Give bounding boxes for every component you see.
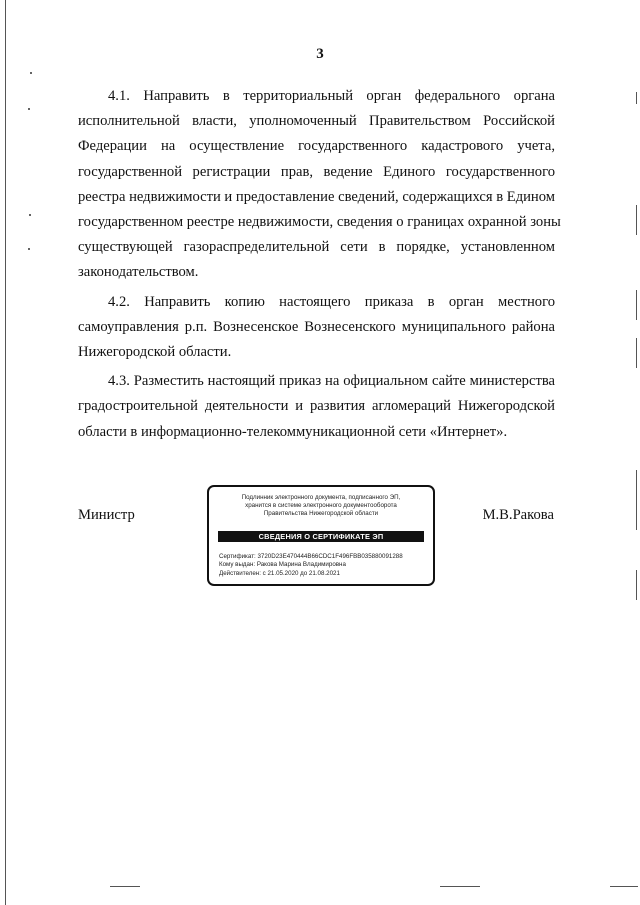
text-line: существующей газораспределительной сети в порядке, установленном: [78, 239, 555, 256]
signatory-name: М.В.Ракова: [482, 507, 554, 523]
text-line: исполнительной власти, уполномоченный Правительством Российской: [78, 113, 555, 130]
scan-dot: [30, 72, 32, 74]
scan-edge-line: [5, 0, 6, 905]
text-line: 4.3. Разместить настоящий приказ на официальном сайте министерства: [108, 373, 555, 390]
scan-edge-mark: [636, 470, 637, 530]
scan-edge-mark: [636, 570, 637, 600]
body-text: [78, 84, 561, 449]
stamp-header: [209, 494, 433, 518]
text-line: 4.1. Направить в территориальный орган федерального органа: [108, 88, 555, 104]
stamp-title: СВЕДЕНИЯ О СЕРТИФИКАТЕ ЭП: [218, 531, 424, 542]
text-line: 4.2. Направить копию настоящего приказа в орган местного: [108, 293, 555, 310]
scan-dot: [28, 108, 30, 110]
stamp-validity: Действителен: с 21.05.2020 до 21.08.2021: [219, 569, 340, 577]
scan-edge-mark: [636, 338, 637, 368]
stamp-certificate: Сертификат: 3720D23E470444B66CDC1F496FBB035880091288: [219, 553, 403, 560]
text-line: области в информационно-телекоммуникационной сети «Интернет».: [78, 423, 508, 440]
text-line: реестра недвижимости и предоставление сведений, содержащихся в Едином: [78, 188, 555, 205]
scan-edge-mark: [636, 92, 637, 104]
scan-dot: [28, 248, 30, 250]
scan-edge-mark: [110, 886, 140, 887]
signatory-position: Министр: [78, 507, 135, 523]
scan-dot: [29, 214, 31, 216]
page-number: 3: [316, 46, 324, 62]
text-line: государственной регистрации прав, ведение Единого государственного: [78, 163, 555, 180]
text-line: государственном реестре недвижимости, сведения о границах охранной зоны: [78, 214, 561, 231]
scan-edge-mark: [636, 205, 637, 235]
stamp-header-line: Подлинник электронного документа, подписанного ЭП,: [241, 494, 401, 501]
text-line: самоуправления р.п. Вознесенское Вознесенского муниципального района: [78, 318, 555, 335]
stamp-header-line: Правительства Нижегородской области: [263, 510, 379, 517]
text-line: градостроительной деятельности и развития агломераций Нижегородской: [78, 398, 555, 415]
scan-edge-mark: [440, 886, 480, 887]
text-line: Федерации на осуществление государственного кадастрового учета,: [78, 138, 555, 155]
scan-edge-mark: [636, 290, 637, 320]
stamp-header-line: хранится в системе электронного документооборота: [245, 502, 397, 509]
paragraph-4-3: [78, 369, 555, 445]
stamp-issued-to: Кому выдан: Ракова Марина Владимировна: [219, 561, 346, 569]
scan-edge-mark: [610, 886, 638, 887]
text-line: Нижегородской области.: [78, 344, 232, 361]
text-line: законодательством.: [78, 264, 199, 281]
stamp-details: [219, 553, 427, 578]
e-signature-stamp: [207, 485, 435, 586]
paragraph-4-2: [78, 290, 555, 366]
paragraph-4-1: [78, 84, 561, 286]
